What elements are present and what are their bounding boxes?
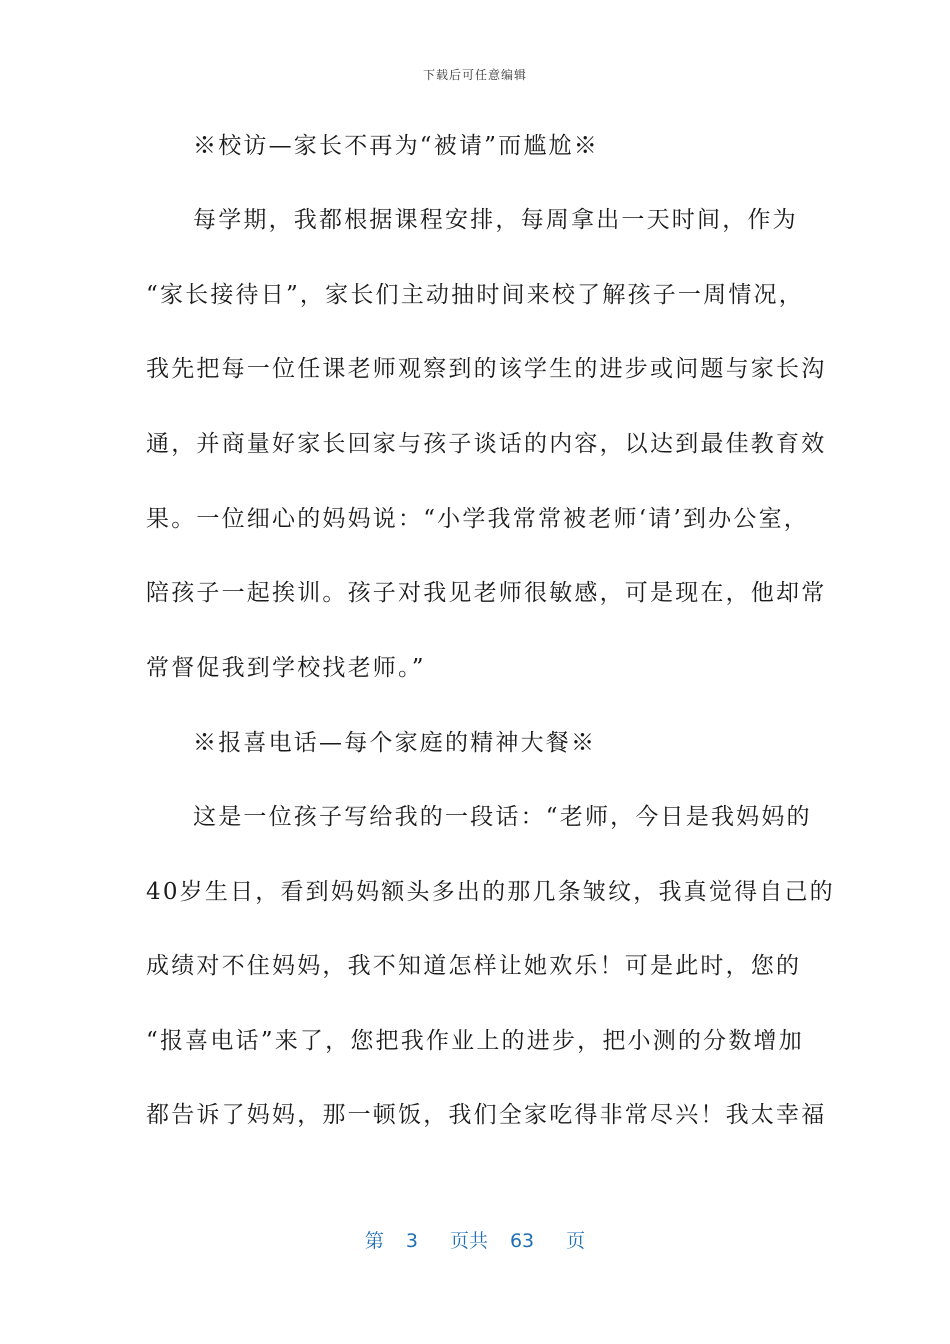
footer-total-pages: 63 — [509, 1230, 535, 1252]
page-footer — [0, 1226, 950, 1253]
footer-current-page: 3 — [405, 1230, 418, 1252]
paragraph-line: 40岁生日，看到妈妈额头多出的那几条皱纹，我真觉得自己的 — [146, 879, 835, 905]
page-header: 下载后可任意编辑 — [422, 68, 527, 82]
paragraph-line: 通，并商量好家长回家与孩子谈话的内容，以达到最佳教育效 — [146, 431, 827, 457]
paragraph-line: 我先把每一位任课老师观察到的该学生的进步或问题与家长沟 — [146, 356, 827, 382]
paragraph-line: “家长接待日”，家长们主动抽时间来校了解孩子一周情况， — [146, 282, 804, 308]
paragraph-line: 这是一位孩子写给我的一段话：“老师，今日是我妈妈的 — [193, 804, 812, 830]
footer-prefix: 第 — [364, 1230, 384, 1252]
paragraph-line: “报喜电话”来了，您把我作业上的进步，把小测的分数增加 — [146, 1028, 804, 1054]
paragraph-line: 每学期，我都根据课程安排，每周拿出一天时间，作为 — [193, 207, 798, 233]
footer-middle: 页共 — [449, 1230, 488, 1252]
paragraph-line: 成绩对不住妈妈，我不知道怎样让她欢乐！可是此时，您的 — [146, 953, 802, 979]
paragraph-line: 都告诉了妈妈，那一顿饭，我们全家吃得非常尽兴！我太幸福 — [146, 1102, 827, 1128]
paragraph-line: 果。一位细心的妈妈说：“小学我常常被老师‘请’到办公室， — [146, 506, 809, 532]
paragraph-line: 陪孩子一起挨训。孩子对我见老师很敏感，可是现在，他却常 — [146, 580, 827, 606]
footer-suffix: 页 — [566, 1230, 586, 1252]
section-heading-school-visit: ※校访—家长不再为“被请”而尴尬※ — [193, 133, 599, 159]
section-heading-good-news-call: ※报喜电话—每个家庭的精神大餐※ — [193, 730, 597, 756]
paragraph-line: 常督促我到学校找老师。” — [146, 655, 426, 681]
